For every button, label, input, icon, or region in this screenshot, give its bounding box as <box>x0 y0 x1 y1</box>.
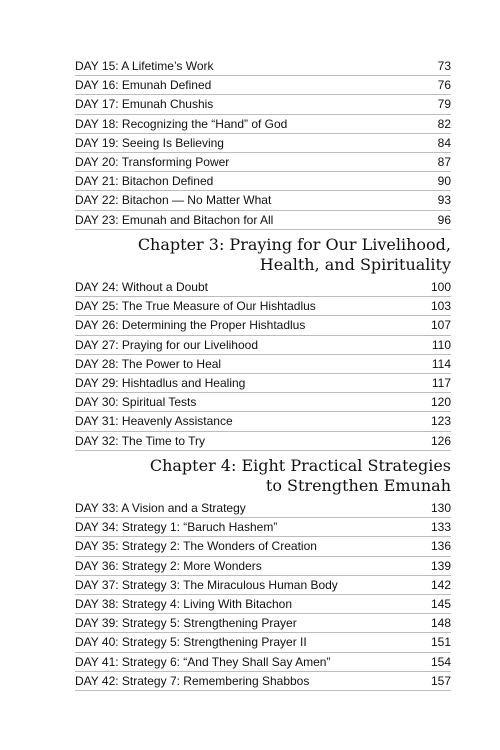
entry-title: DAY 32: The Time to Try <box>75 433 206 448</box>
entry-title: DAY 37: Strategy 3: The Miraculous Human Body <box>75 577 338 592</box>
entry-title: DAY 36: Strategy 2: More Wonders <box>75 558 262 573</box>
entry-title: DAY 30: Spiritual Tests <box>75 395 197 410</box>
toc-entry[interactable] <box>75 672 451 691</box>
toc-entry[interactable] <box>75 134 451 153</box>
toc-entry[interactable] <box>75 76 451 95</box>
toc-entry[interactable] <box>75 336 451 355</box>
chapter-4-heading <box>75 456 451 496</box>
toc-entry[interactable] <box>75 432 451 451</box>
toc-entry[interactable] <box>75 95 451 114</box>
chapter-heading-line: to Strengthen Emunah <box>265 476 451 495</box>
entry-page: 100 <box>430 280 451 294</box>
entry-title: DAY 16: Emunah Defined <box>75 78 212 93</box>
toc-entry[interactable] <box>75 374 451 393</box>
entry-page: 110 <box>431 337 451 352</box>
entry-page: 117 <box>431 375 451 390</box>
toc-list-days-33-42 <box>75 499 451 691</box>
toc-entry[interactable] <box>75 211 451 230</box>
entry-page: 120 <box>430 395 451 410</box>
entry-page: 136 <box>430 539 451 554</box>
toc-entry[interactable] <box>75 191 451 210</box>
entry-title: DAY 25: The True Measure of Our Hishtadlus <box>75 299 316 314</box>
entry-title: DAY 24: Without a Doubt <box>75 280 208 294</box>
entry-page: 148 <box>430 616 451 631</box>
toc-entry[interactable] <box>75 278 451 297</box>
entry-title: DAY 38: Strategy 4: Living With Bitachon <box>75 596 293 611</box>
toc-entry[interactable] <box>75 595 451 614</box>
entry-title: DAY 17: Emunah Chushis <box>75 97 214 112</box>
entry-title: DAY 18: Recognizing the “Hand” of God <box>75 116 288 131</box>
toc-entry[interactable] <box>75 297 451 316</box>
toc-entry[interactable] <box>75 153 451 172</box>
toc-entry[interactable] <box>75 518 451 537</box>
entry-page: 126 <box>430 433 451 448</box>
entry-page: 73 <box>437 59 451 73</box>
toc-entry[interactable] <box>75 172 451 191</box>
entry-page: 76 <box>437 78 451 93</box>
chapter-3-heading <box>75 235 451 275</box>
entry-title: DAY 42: Strategy 7: Remembering Shabbos <box>75 673 310 688</box>
entry-title: DAY 22: Bitachon — No Matter What <box>75 193 272 208</box>
toc-entry[interactable] <box>75 393 451 412</box>
entry-page: 82 <box>437 116 451 131</box>
toc-entry[interactable] <box>75 537 451 556</box>
toc-entry[interactable] <box>75 499 451 518</box>
toc-entry[interactable] <box>75 633 451 652</box>
entry-title: DAY 27: Praying for our Livelihood <box>75 337 258 352</box>
entry-title: DAY 33: A Vision and a Strategy <box>75 501 246 515</box>
toc-entry[interactable] <box>75 557 451 576</box>
entry-page: 103 <box>430 299 451 314</box>
entry-page: 142 <box>430 577 451 592</box>
entry-title: DAY 34: Strategy 1: “Baruch Hashem” <box>75 520 278 535</box>
chapter-heading-line: Chapter 4: Eight Practical Strategies <box>149 456 451 475</box>
toc-entry[interactable] <box>75 355 451 374</box>
entry-page: 79 <box>437 97 451 112</box>
toc-entry[interactable] <box>75 412 451 431</box>
entry-page: 96 <box>437 212 451 227</box>
entry-title: DAY 35: Strategy 2: The Wonders of Creation <box>75 539 317 554</box>
toc-entry[interactable] <box>75 653 451 672</box>
entry-title: DAY 28: The Power to Heal <box>75 356 222 371</box>
toc-entry[interactable] <box>75 614 451 633</box>
toc-list-days-24-32 <box>75 278 451 451</box>
entry-page: 90 <box>437 174 451 189</box>
entry-title: DAY 31: Heavenly Assistance <box>75 414 233 429</box>
entry-page: 84 <box>437 135 451 150</box>
entry-title: DAY 39: Strategy 5: Strengthening Prayer <box>75 616 297 631</box>
entry-title: DAY 20: Transforming Power <box>75 154 230 169</box>
entry-page: 145 <box>430 596 451 611</box>
entry-title: DAY 15: A Lifetime’s Work <box>75 59 214 73</box>
entry-page: 107 <box>430 318 451 333</box>
chapter-heading-line: Chapter 3: Praying for Our Livelihood, <box>137 235 451 254</box>
entry-page: 151 <box>430 635 451 650</box>
toc-entry[interactable] <box>75 115 451 134</box>
entry-title: DAY 23: Emunah and Bitachon for All <box>75 212 274 227</box>
entry-title: DAY 41: Strategy 6: “And They Shall Say Amen” <box>75 654 331 669</box>
toc-entry[interactable] <box>75 576 451 595</box>
chapter-heading-line: Health, and Spirituality <box>259 255 451 274</box>
entry-title: DAY 21: Bitachon Defined <box>75 174 214 189</box>
toc-entry[interactable] <box>75 316 451 335</box>
entry-page: 123 <box>430 414 451 429</box>
toc-list-days-15-23 <box>75 57 451 230</box>
entry-page: 114 <box>431 356 451 371</box>
entry-page: 130 <box>430 501 451 515</box>
entry-page: 87 <box>437 154 451 169</box>
entry-page: 93 <box>437 193 451 208</box>
entry-title: DAY 40: Strategy 5: Strengthening Prayer II <box>75 635 307 650</box>
entry-title: DAY 19: Seeing Is Believing <box>75 135 224 150</box>
entry-page: 157 <box>430 673 451 688</box>
entry-page: 133 <box>430 520 451 535</box>
entry-page: 139 <box>430 558 451 573</box>
entry-page: 154 <box>430 654 451 669</box>
toc-entry[interactable] <box>75 57 451 76</box>
entry-title: DAY 29: Hishtadlus and Healing <box>75 375 246 390</box>
entry-title: DAY 26: Determining the Proper Hishtadlus <box>75 318 306 333</box>
